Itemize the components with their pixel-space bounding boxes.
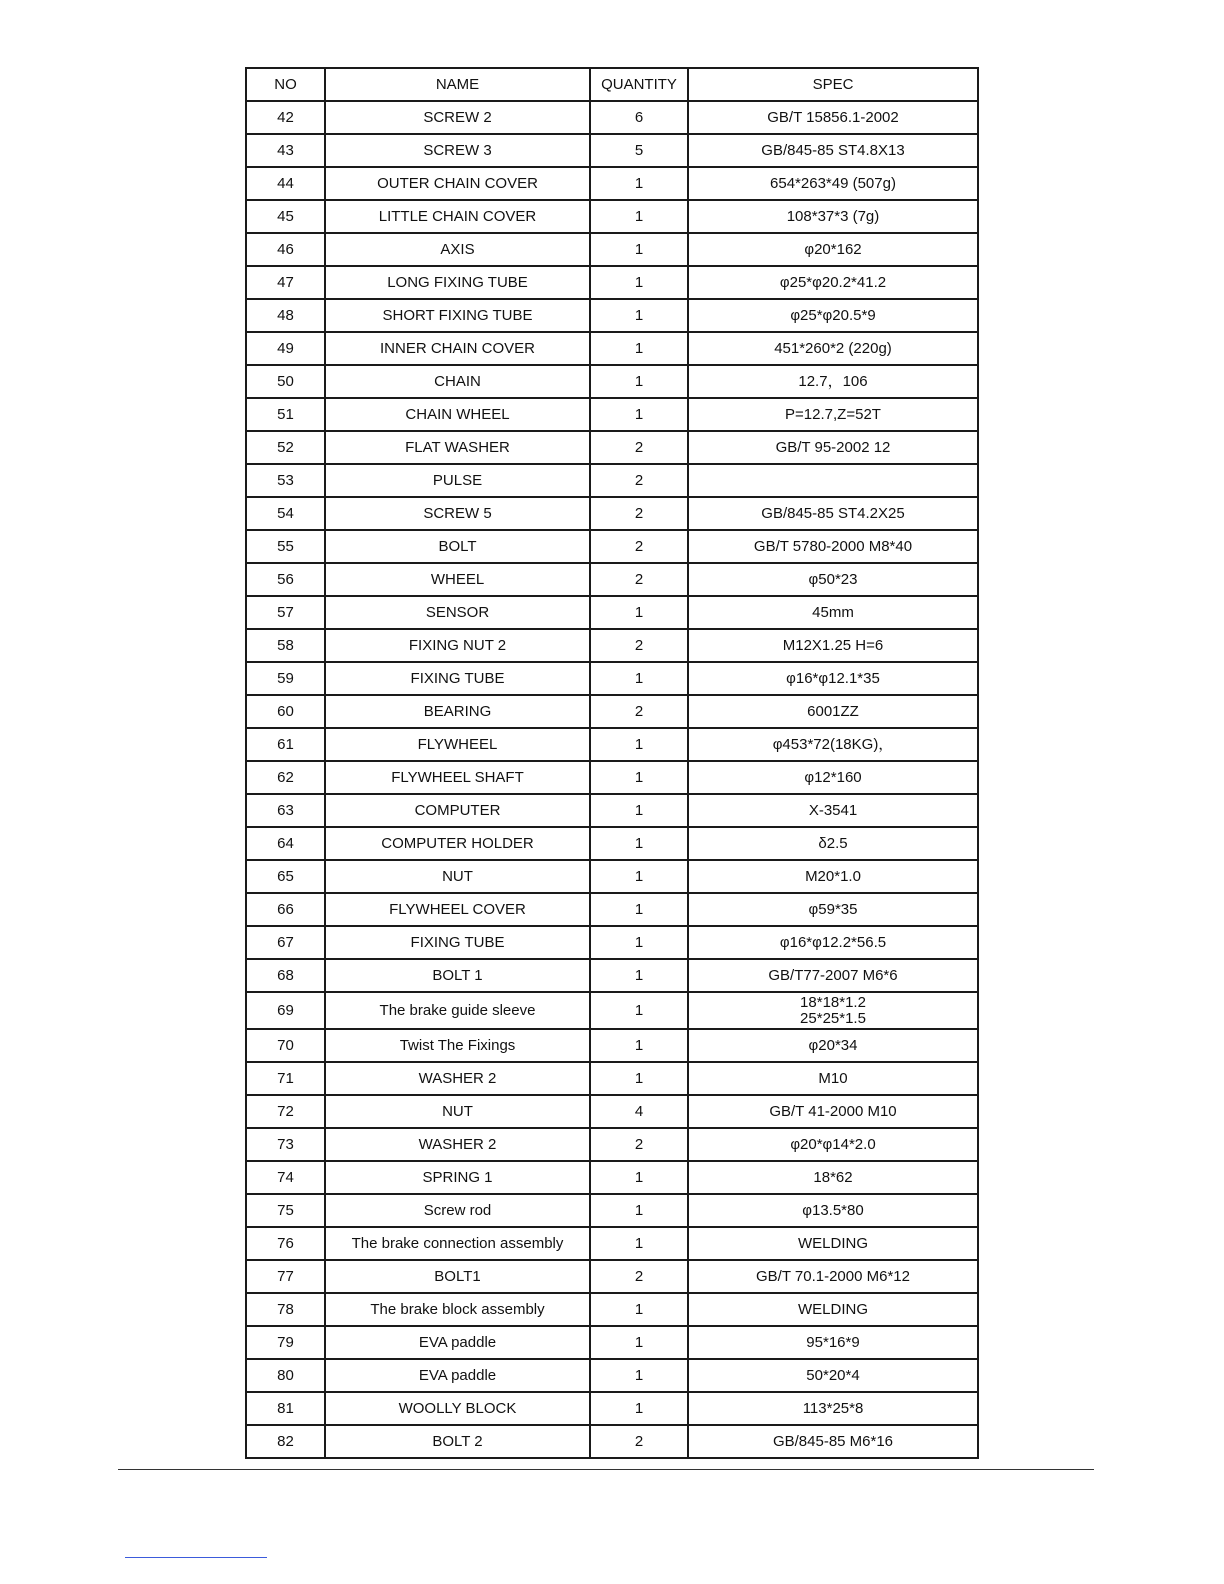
cell-no: 82 [246, 1425, 325, 1458]
table-row [246, 101, 978, 134]
cell-quantity: 1 [590, 596, 688, 629]
spec-line: 113*25*8 [802, 1399, 864, 1417]
cell-name: SHORT FIXING TUBE [325, 299, 590, 332]
cell-no: 45 [246, 200, 325, 233]
cell-quantity: 5 [590, 134, 688, 167]
table-row [246, 1392, 978, 1425]
cell-no: 74 [246, 1161, 325, 1194]
table-row [246, 167, 978, 200]
spec-line: φ20*34 [808, 1036, 858, 1054]
header-no: NO [246, 68, 325, 101]
spec-line: WELDING [797, 1300, 868, 1318]
cell-spec [688, 1029, 978, 1062]
cell-no: 70 [246, 1029, 325, 1062]
cell-name: AXIS [325, 233, 590, 266]
cell-no: 72 [246, 1095, 325, 1128]
spec-line: 451*260*2 (220g) [774, 339, 892, 357]
cell-spec [688, 1227, 978, 1260]
spec-line: P=12.7,Z=52T [785, 405, 881, 423]
cell-name: The brake guide sleeve [325, 992, 590, 1029]
cell-name: FIXING NUT 2 [325, 629, 590, 662]
cell-name: SCREW 3 [325, 134, 590, 167]
table-row [246, 1161, 978, 1194]
cell-quantity: 1 [590, 365, 688, 398]
cell-no: 78 [246, 1293, 325, 1326]
table-row [246, 695, 978, 728]
cell-quantity: 2 [590, 1425, 688, 1458]
spec-line: φ453*72(18KG)， [772, 735, 894, 753]
cell-spec [688, 1326, 978, 1359]
cell-quantity: 2 [590, 563, 688, 596]
cell-no: 44 [246, 167, 325, 200]
cell-no: 48 [246, 299, 325, 332]
table-row [246, 1260, 978, 1293]
table-row [246, 926, 978, 959]
spec-line: GB/T 95-2002 12 [775, 438, 891, 456]
table-row [246, 299, 978, 332]
cell-name: Screw rod [325, 1194, 590, 1227]
cell-quantity: 1 [590, 398, 688, 431]
cell-name: SENSOR [325, 596, 590, 629]
cell-quantity: 1 [590, 1161, 688, 1194]
table-row [246, 1227, 978, 1260]
cell-spec [688, 860, 978, 893]
table-row [246, 563, 978, 596]
cell-no: 60 [246, 695, 325, 728]
table-row [246, 761, 978, 794]
spec-line: φ25*φ20.5*9 [790, 306, 876, 324]
cell-no: 47 [246, 266, 325, 299]
cell-name: NUT [325, 860, 590, 893]
spec-line: φ50*23 [808, 570, 858, 588]
cell-no: 69 [246, 992, 325, 1029]
cell-quantity: 1 [590, 167, 688, 200]
cell-quantity: 2 [590, 695, 688, 728]
header-quantity: QUANTITY [590, 68, 688, 101]
table-row [246, 464, 978, 497]
table-row [246, 992, 978, 1029]
cell-quantity: 1 [590, 794, 688, 827]
table-row [246, 134, 978, 167]
cell-quantity: 2 [590, 497, 688, 530]
table-row [246, 1293, 978, 1326]
table-row [246, 860, 978, 893]
cell-spec [688, 332, 978, 365]
cell-spec [688, 1359, 978, 1392]
cell-spec [688, 794, 978, 827]
cell-name: SCREW 2 [325, 101, 590, 134]
spec-line: δ2.5 [818, 834, 848, 852]
cell-no: 73 [246, 1128, 325, 1161]
cell-quantity: 1 [590, 233, 688, 266]
cell-name: LONG FIXING TUBE [325, 266, 590, 299]
cell-spec [688, 1392, 978, 1425]
cell-spec [688, 1095, 978, 1128]
cell-no: 59 [246, 662, 325, 695]
parts-table [245, 67, 979, 1459]
spec-line: 25*25*1.5 [800, 1009, 866, 1027]
cell-no: 66 [246, 893, 325, 926]
cell-quantity: 1 [590, 761, 688, 794]
cell-name: OUTER CHAIN COVER [325, 167, 590, 200]
cell-no: 42 [246, 101, 325, 134]
cell-spec [688, 992, 978, 1029]
cell-spec [688, 1161, 978, 1194]
cell-spec [688, 101, 978, 134]
cell-name: FLAT WASHER [325, 431, 590, 464]
table-row [246, 431, 978, 464]
cell-no: 79 [246, 1326, 325, 1359]
cell-spec [688, 629, 978, 662]
cell-spec [688, 233, 978, 266]
spec-line: GB/845-85 ST4.2X25 [761, 504, 905, 522]
table-row [246, 1062, 978, 1095]
table-body [246, 101, 978, 1458]
cell-no: 50 [246, 365, 325, 398]
table-row [246, 365, 978, 398]
cell-name: COMPUTER [325, 794, 590, 827]
spec-line: 654*263*49 (507g) [770, 174, 896, 192]
spec-line: 95*16*9 [806, 1333, 860, 1351]
table-row [246, 1359, 978, 1392]
cell-spec [688, 926, 978, 959]
cell-spec [688, 1260, 978, 1293]
cell-quantity: 6 [590, 101, 688, 134]
table-row [246, 1425, 978, 1458]
table-row [246, 530, 978, 563]
cell-no: 68 [246, 959, 325, 992]
spec-line: 12.7，106 [798, 372, 868, 390]
cell-spec [688, 134, 978, 167]
table-row [246, 233, 978, 266]
spec-line: φ25*φ20.2*41.2 [779, 273, 887, 291]
cell-quantity: 1 [590, 860, 688, 893]
table-row [246, 497, 978, 530]
table-row [246, 200, 978, 233]
cell-quantity: 1 [590, 827, 688, 860]
cell-name: BOLT [325, 530, 590, 563]
header-name: NAME [325, 68, 590, 101]
cell-no: 81 [246, 1392, 325, 1425]
cell-spec [688, 497, 978, 530]
cell-spec [688, 959, 978, 992]
spec-line: GB/T 41-2000 M10 [769, 1102, 897, 1120]
cell-no: 77 [246, 1260, 325, 1293]
table-row [246, 893, 978, 926]
cell-name: Twist The Fixings [325, 1029, 590, 1062]
cell-quantity: 1 [590, 299, 688, 332]
spec-line: GB/T 70.1-2000 M6*12 [756, 1267, 910, 1285]
spec-line: φ16*φ12.2*56.5 [779, 933, 887, 951]
cell-no: 55 [246, 530, 325, 563]
cell-quantity: 1 [590, 1062, 688, 1095]
cell-spec [688, 893, 978, 926]
table-row [246, 1029, 978, 1062]
spec-line: 50*20*4 [806, 1366, 860, 1384]
cell-name: BEARING [325, 695, 590, 728]
cell-quantity: 1 [590, 662, 688, 695]
spec-line: φ20*162 [804, 240, 862, 258]
cell-spec [688, 728, 978, 761]
spec-line: φ59*35 [808, 900, 858, 918]
spec-line: φ13.5*80 [802, 1201, 864, 1219]
cell-name: NUT [325, 1095, 590, 1128]
cell-name: WASHER 2 [325, 1128, 590, 1161]
table-row [246, 959, 978, 992]
cell-name: FIXING TUBE [325, 662, 590, 695]
table-row [246, 629, 978, 662]
spec-line: 18*62 [813, 1168, 853, 1186]
table-row [246, 1194, 978, 1227]
cell-name: CHAIN [325, 365, 590, 398]
table-row [246, 827, 978, 860]
cell-name: SPRING 1 [325, 1161, 590, 1194]
cell-quantity: 1 [590, 1194, 688, 1227]
cell-spec [688, 1425, 978, 1458]
cell-quantity: 2 [590, 530, 688, 563]
cell-quantity: 1 [590, 266, 688, 299]
cell-no: 56 [246, 563, 325, 596]
spec-line: M10 [818, 1069, 848, 1087]
footer-divider [118, 1469, 1094, 1470]
cell-name: PULSE [325, 464, 590, 497]
table-row [246, 266, 978, 299]
cell-quantity: 2 [590, 431, 688, 464]
cell-name: FIXING TUBE [325, 926, 590, 959]
cell-spec [688, 662, 978, 695]
cell-no: 49 [246, 332, 325, 365]
cell-no: 75 [246, 1194, 325, 1227]
cell-name: FLYWHEEL [325, 728, 590, 761]
cell-name: The brake block assembly [325, 1293, 590, 1326]
cell-name: COMPUTER HOLDER [325, 827, 590, 860]
cell-name: FLYWHEEL COVER [325, 893, 590, 926]
cell-quantity: 1 [590, 992, 688, 1029]
table-row [246, 662, 978, 695]
cell-quantity: 1 [590, 728, 688, 761]
cell-spec [688, 827, 978, 860]
spec-line: M12X1.25 H=6 [782, 636, 884, 654]
spec-line: φ20*φ14*2.0 [790, 1135, 876, 1153]
cell-name: BOLT 1 [325, 959, 590, 992]
cell-name: The brake connection assembly [325, 1227, 590, 1260]
cell-name: LITTLE CHAIN COVER [325, 200, 590, 233]
cell-quantity: 1 [590, 893, 688, 926]
table-row [246, 1095, 978, 1128]
cell-spec [688, 464, 978, 497]
cell-quantity: 1 [590, 332, 688, 365]
spec-line: φ16*φ12.1*35 [786, 669, 880, 687]
cell-no: 64 [246, 827, 325, 860]
cell-name: EVA paddle [325, 1359, 590, 1392]
cell-name: SCREW 5 [325, 497, 590, 530]
table-header-row [246, 68, 978, 101]
cell-quantity: 1 [590, 1326, 688, 1359]
cell-quantity: 4 [590, 1095, 688, 1128]
cell-no: 53 [246, 464, 325, 497]
table-row [246, 596, 978, 629]
cell-no: 63 [246, 794, 325, 827]
cell-no: 46 [246, 233, 325, 266]
spec-line: 18*18*1.2 [800, 993, 866, 1011]
cell-quantity: 1 [590, 1227, 688, 1260]
spec-line: M20*1.0 [805, 867, 861, 885]
cell-name: BOLT 2 [325, 1425, 590, 1458]
cell-quantity: 1 [590, 1359, 688, 1392]
spec-line: 6001ZZ [807, 702, 859, 720]
cell-quantity: 2 [590, 1128, 688, 1161]
cell-spec [688, 1062, 978, 1095]
cell-quantity: 2 [590, 464, 688, 497]
cell-name: WASHER 2 [325, 1062, 590, 1095]
cell-quantity: 1 [590, 1029, 688, 1062]
cell-spec [688, 398, 978, 431]
cell-name: WHEEL [325, 563, 590, 596]
cell-spec [688, 1128, 978, 1161]
spec-line: 45mm [812, 603, 854, 621]
cell-no: 71 [246, 1062, 325, 1095]
spec-line: GB/845-85 ST4.8X13 [761, 141, 905, 159]
cell-name: EVA paddle [325, 1326, 590, 1359]
cell-name: FLYWHEEL SHAFT [325, 761, 590, 794]
spec-line: GB/845-85 M6*16 [772, 1432, 894, 1450]
cell-quantity: 2 [590, 1260, 688, 1293]
spec-line: GB/T 15856.1-2002 [767, 108, 899, 126]
cell-no: 54 [246, 497, 325, 530]
cell-no: 43 [246, 134, 325, 167]
cell-spec [688, 596, 978, 629]
header-spec: SPEC [688, 68, 978, 101]
cell-quantity: 2 [590, 629, 688, 662]
spec-line: GB/T 5780-2000 M8*40 [753, 537, 913, 555]
cell-spec [688, 266, 978, 299]
cell-spec [688, 167, 978, 200]
cell-spec [688, 530, 978, 563]
cell-name: INNER CHAIN COVER [325, 332, 590, 365]
spec-line: 108*37*3 (7g) [786, 207, 880, 225]
spec-line: φ12*160 [804, 768, 862, 786]
footer-link-underline [125, 1557, 267, 1558]
cell-no: 76 [246, 1227, 325, 1260]
table-row [246, 794, 978, 827]
cell-no: 61 [246, 728, 325, 761]
spec-line: GB/T77-2007 M6*6 [768, 966, 898, 984]
cell-spec [688, 299, 978, 332]
table-row [246, 1128, 978, 1161]
cell-spec [688, 365, 978, 398]
spec-line: WELDING [797, 1234, 868, 1252]
cell-no: 57 [246, 596, 325, 629]
cell-no: 67 [246, 926, 325, 959]
table-row [246, 728, 978, 761]
cell-no: 65 [246, 860, 325, 893]
cell-quantity: 1 [590, 1392, 688, 1425]
cell-name: CHAIN WHEEL [325, 398, 590, 431]
table-row [246, 398, 978, 431]
cell-no: 51 [246, 398, 325, 431]
cell-name: WOOLLY BLOCK [325, 1392, 590, 1425]
cell-quantity: 1 [590, 200, 688, 233]
cell-no: 58 [246, 629, 325, 662]
cell-spec [688, 761, 978, 794]
cell-spec [688, 1293, 978, 1326]
cell-spec [688, 431, 978, 464]
cell-spec [688, 1194, 978, 1227]
spec-line: X-3541 [808, 801, 858, 819]
cell-spec [688, 563, 978, 596]
cell-no: 80 [246, 1359, 325, 1392]
cell-no: 52 [246, 431, 325, 464]
cell-spec [688, 695, 978, 728]
cell-spec [688, 200, 978, 233]
table-row [246, 332, 978, 365]
cell-quantity: 1 [590, 1293, 688, 1326]
cell-name: BOLT1 [325, 1260, 590, 1293]
cell-quantity: 1 [590, 926, 688, 959]
cell-no: 62 [246, 761, 325, 794]
table-row [246, 1326, 978, 1359]
cell-quantity: 1 [590, 959, 688, 992]
